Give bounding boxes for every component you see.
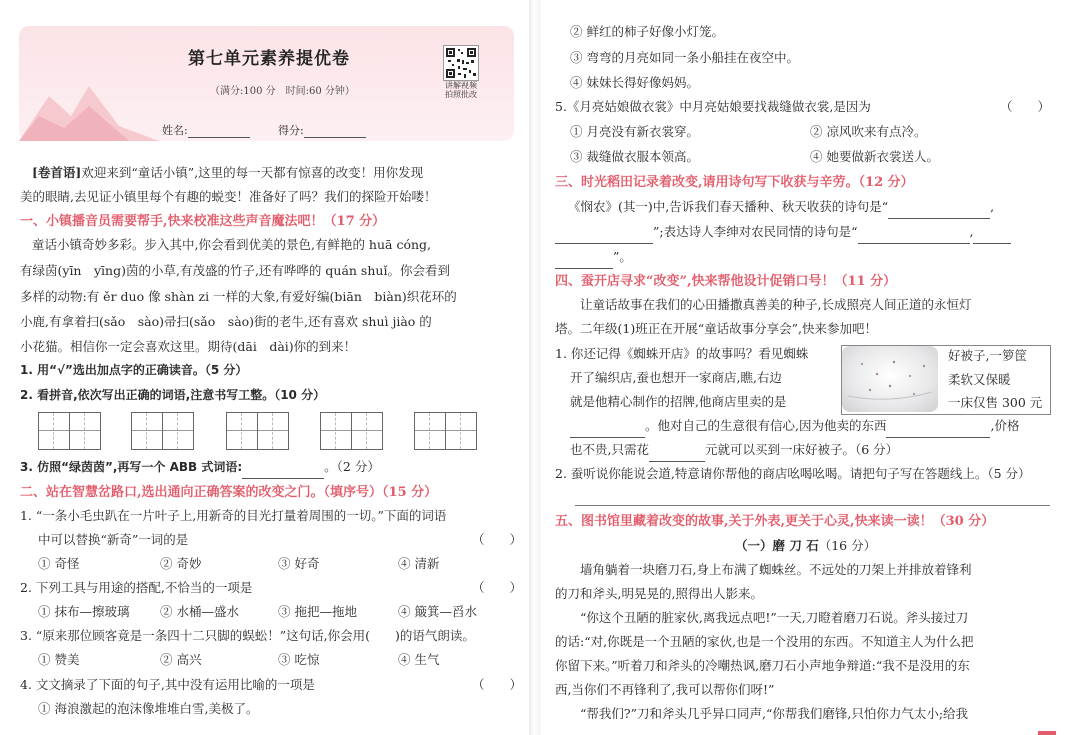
- writing-box[interactable]: [257, 412, 289, 450]
- story-line: 你留下来。”听着刀和斧头的冷嘲热讽,磨刀石小声地争辩道:“我不是没用的东: [555, 658, 970, 673]
- option: ① 海浪激起的泡沫像堆堆白雪,美极了。: [38, 701, 259, 716]
- intro-line-1: [卷首语]欢迎来到“童话小镇”,这里的每一天都有惊喜的改变！用你发现: [32, 165, 424, 180]
- s4-question-2: 2. 蚕听说你能说会道,特意请你帮他的商店吆喝吆喝。请把句子写在答题线上。（5 分）: [555, 466, 1031, 481]
- story-line: “帮我们?”刀和斧头几乎异口同声,“你帮我们磨锋,只怕你力气太小;给我: [580, 706, 969, 721]
- writing-box[interactable]: [226, 412, 258, 450]
- paper-title: 第七单元素养提优卷: [188, 49, 350, 69]
- s4-question-1-cont: 也不贵,只需花 元就可以买到一床好被子。（6 分）: [570, 438, 898, 462]
- page-corner-mark: [1038, 731, 1056, 735]
- intro-line-2: 美的眼睛,去见证小镇里每个有趣的蜕变！准备好了吗？我们的探险开始喽！: [20, 189, 437, 204]
- answer-line[interactable]: [575, 505, 1050, 506]
- option: ① 月亮没有新衣裳穿。: [570, 124, 699, 139]
- sign-text: 柔软又保暖: [948, 372, 1011, 387]
- passage-line: 让童话故事在我们的心田播撒真善美的种子,长成照亮人间正道的永恒灯: [580, 297, 972, 312]
- option: ③ 吃惊: [278, 652, 320, 667]
- writing-box[interactable]: [445, 412, 477, 450]
- writing-box[interactable]: [38, 412, 70, 450]
- question-2: 2. 看拼音,依次写出正确的词语,注意书写工整。（10 分）: [20, 388, 326, 402]
- passage-line: 童话小镇奇妙多彩。步入其中,你会看到优美的景色,有鲜艳的 huā cóng,: [32, 237, 432, 252]
- section-3-title: 三、时光稻田记录着改变,请用诗句写下收获与辛劳。（12 分）: [555, 175, 914, 190]
- qr-code-icon[interactable]: [443, 45, 479, 81]
- section-1-title: 一、小镇播音员需要帮手,快来校准这些声音魔法吧！（17 分）: [20, 214, 386, 229]
- paper-info: （满分:100 分 时间:60 分钟）: [210, 86, 355, 97]
- answer-blank[interactable]: [555, 256, 613, 269]
- option: ① 奇怪: [38, 556, 80, 571]
- option: ① 赞美: [38, 652, 80, 667]
- answer-blank[interactable]: [973, 231, 1011, 244]
- option: ④ 清新: [398, 556, 440, 571]
- passage-line: 小花猫。相信你一定会喜欢这里。期待(dāi dài)你的到来！: [20, 339, 357, 354]
- answer-paren[interactable]: （ ）: [1000, 99, 1051, 114]
- answer-blank[interactable]: [555, 231, 653, 244]
- story-line: 的刀和斧头,明晃晃的,照得出人影来。: [555, 586, 763, 601]
- s4-question-1-cont: 开了编织店,蚕也想开一家商店,瞧,右边: [570, 370, 782, 385]
- section-4-title: 四、蚕开店寻求“改变”,快来帮他设计促销口号！（11 分）: [555, 274, 897, 289]
- book-spine: [529, 0, 541, 735]
- writing-box[interactable]: [351, 412, 383, 450]
- answer-blank[interactable]: [858, 231, 970, 244]
- option: ④ 她要做新衣裳送人。: [810, 149, 939, 164]
- answer-paren[interactable]: （ ）: [472, 580, 523, 595]
- option: ② 凉风吹来有点冷。: [810, 124, 927, 139]
- story-line: 墙角躺着一块磨刀石,身上布满了蜘蛛丝。不远处的刀架上并排放着锋利: [580, 562, 972, 577]
- answer-blank[interactable]: [570, 425, 645, 438]
- option: ④ 簸箕—舀水: [398, 604, 477, 619]
- s4-question-1: 1. 你还记得《蜘蛛开店》的故事吗？看见蜘蛛: [555, 346, 809, 361]
- option: ③ 弯弯的月亮如同一条小船挂在夜空中。: [570, 50, 799, 65]
- sign-text: 好被子,一箩筐: [948, 348, 1027, 363]
- s2-question-4: 4. 文文摘录了下面的句子,其中没有运用比喻的一项是: [20, 677, 315, 692]
- passage-line: 有绿茵(yīn yīng)茵的小草,有茂盛的竹子,还有哗哗的 quán shuǐ。你会看到: [20, 263, 450, 278]
- name-field[interactable]: 姓名:: [162, 122, 250, 138]
- qr-caption: 讲解视频 拍照批改: [445, 81, 477, 99]
- score-field[interactable]: 得分:: [278, 122, 366, 138]
- story-line: 的话:“对,你既是一个丑陋的家伙,也是一个没用的东西。不知道主人为什么把: [555, 634, 974, 649]
- section-5-title: 五、图书馆里藏着改变的故事,关于外表,更关于心灵,快来读一读！（30 分）: [555, 514, 995, 529]
- answer-blank[interactable]: [888, 206, 990, 219]
- poem-question-line: ”。: [555, 245, 632, 269]
- section-2-title: 二、站在智慧岔路口,选出通向正确答案的改变之门。（填序号）（15 分）: [20, 485, 438, 500]
- passage-line: 小鹿,有拿着扫(sǎo sào)帚扫(sǎo sào)街的老牛,还有喜欢 shuì jiào 的: [20, 314, 432, 329]
- option: ② 水桶—盛水: [160, 604, 239, 619]
- answer-blank[interactable]: [242, 466, 324, 479]
- poem-question-line: 《悯农》(其一)中,告诉我们春天播种、秋天收获的诗句是“ ,: [568, 195, 994, 219]
- story-title: （一）磨 刀 石（16 分）: [735, 538, 877, 553]
- answer-blank[interactable]: [886, 425, 990, 438]
- option: ② 奇妙: [160, 556, 202, 571]
- mountain-illustration: [19, 66, 159, 141]
- passage-line: 多样的动物:有 ěr duo 像 shàn zi 一样的大象,有爱好编(biān biàn)织花环的: [20, 289, 457, 304]
- answer-blank[interactable]: [649, 449, 705, 462]
- s4-question-1-cont: 。他对自己的生意很有信心,因为他卖的东西 ,价格: [570, 414, 1019, 438]
- question-5: 5.《月亮姑娘做衣裳》中月亮姑娘要找裁缝做衣裳,是因为: [555, 99, 871, 114]
- s2-question-2: 2. 下列工具与用途的搭配,不恰当的一项是: [20, 580, 253, 595]
- s2-question-1-cont: 中可以替换“新奇”一词的是: [38, 532, 189, 547]
- s2-question-3: 3. “原来那位顾客竟是一条四十二只脚的蜈蚣！”这句话,你会用( )的语气朗读。: [20, 628, 475, 643]
- passage-line: 塔。二年级(1)班正在开展“童话故事分享会”,快来参加吧！: [555, 321, 877, 336]
- option: ③ 裁缝做衣服本领高。: [570, 149, 699, 164]
- intro-tag: [卷首语]: [32, 165, 82, 180]
- option: ③ 好奇: [278, 556, 320, 571]
- option: ④ 生气: [398, 652, 440, 667]
- option: ② 高兴: [160, 652, 202, 667]
- s4-question-1-cont: 就是他精心制作的招牌,他商店里卖的是: [570, 394, 787, 409]
- s2-question-1: 1. “一条小毛虫趴在一片叶子上,用新奇的目光打量着周围的一切。”下面的词语: [20, 508, 447, 523]
- question-1: 1. 用“√”选出加点字的正确读音。（5 分）: [20, 363, 248, 377]
- option: ② 鲜红的柿子好像小灯笼。: [570, 24, 724, 39]
- story-line: 西,当你们不再锋利了,我可以帮你们呀!”: [555, 682, 775, 697]
- poem-question-line: ”;表达诗人李绅对农民同情的诗句是“ ,: [555, 220, 1011, 244]
- writing-box[interactable]: [131, 412, 163, 450]
- answer-paren[interactable]: （ ）: [472, 532, 523, 547]
- option: ④ 妹妹长得好像妈妈。: [570, 75, 699, 90]
- story-line: “你这个丑陋的脏家伙,离我远点吧!”一天,刀瞪着磨刀石说。斧头接过刀: [580, 610, 969, 625]
- option: ① 抹布—擦玻璃: [38, 604, 130, 619]
- writing-box[interactable]: [69, 412, 101, 450]
- quilt-image: [842, 346, 938, 412]
- question-3: 3. 仿照“绿茵茵”,再写一个 ABB 式词语: 。（2 分）: [20, 455, 380, 479]
- option: ③ 拖把—拖地: [278, 604, 357, 619]
- writing-box[interactable]: [162, 412, 194, 450]
- writing-box[interactable]: [320, 412, 352, 450]
- answer-paren[interactable]: （ ）: [472, 677, 523, 692]
- sign-text: 一床仅售 300 元: [948, 395, 1043, 410]
- writing-box[interactable]: [414, 412, 446, 450]
